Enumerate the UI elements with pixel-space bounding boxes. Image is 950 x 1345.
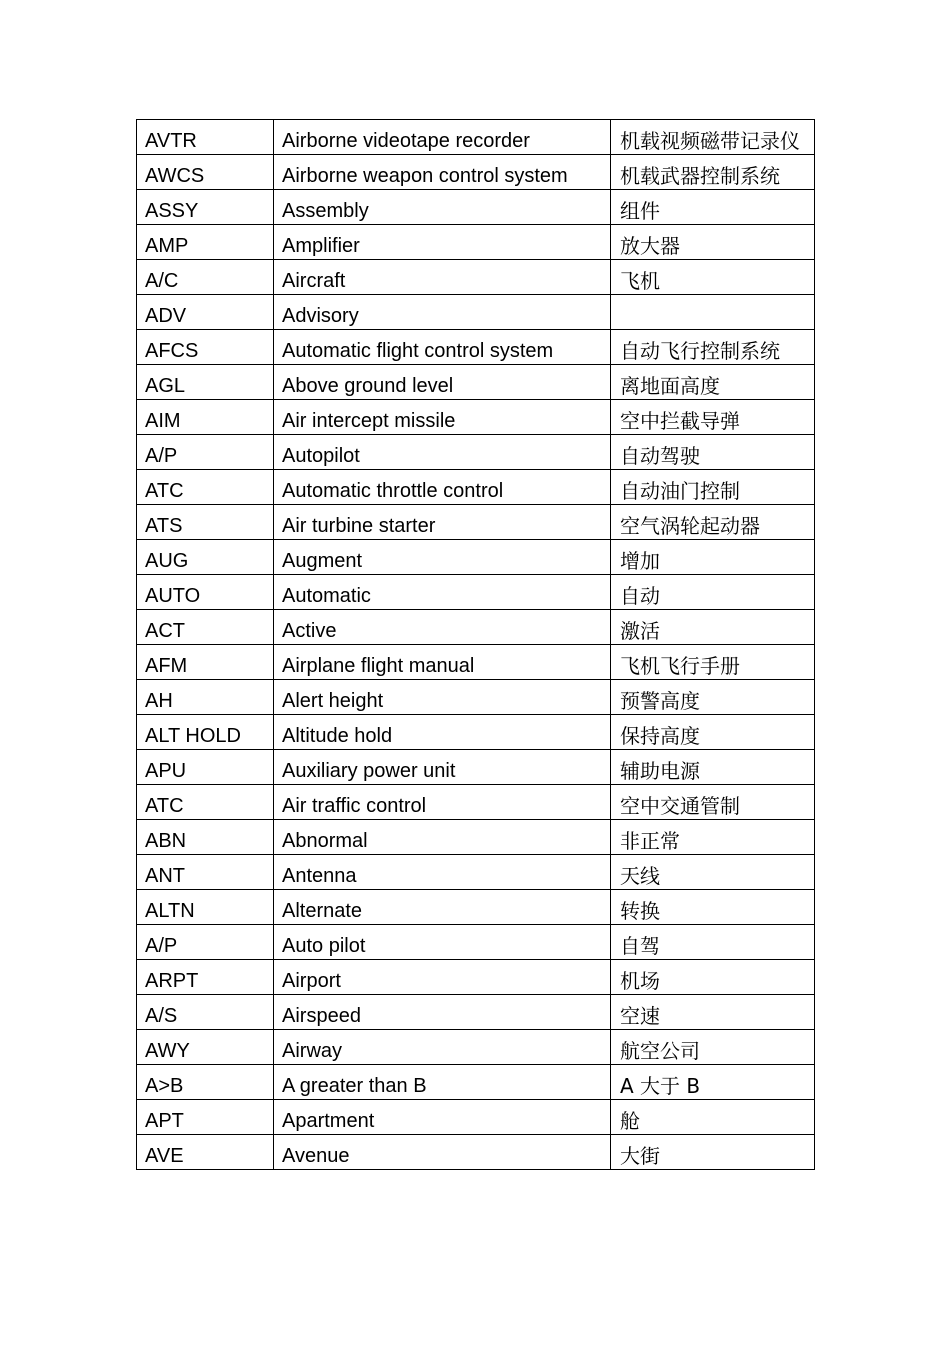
chinese-term-text: 自动驾驶	[620, 444, 700, 468]
abbreviation-cell	[137, 785, 274, 820]
chinese-term-text: 航空公司	[620, 1039, 700, 1063]
abbreviation-text: A/P	[145, 445, 178, 467]
english-term-text: Active	[282, 620, 337, 642]
english-term-cell	[274, 995, 611, 1030]
table-row	[137, 1100, 815, 1135]
table-row	[137, 365, 815, 400]
chinese-term-cell	[611, 1100, 815, 1135]
english-term-cell	[274, 225, 611, 260]
chinese-term-cell	[611, 575, 815, 610]
abbreviation-text: AVE	[145, 1145, 184, 1167]
abbreviation-text: AIM	[145, 410, 181, 432]
chinese-term-cell	[611, 260, 815, 295]
chinese-term-text: 天线	[620, 864, 660, 888]
table-row	[137, 785, 815, 820]
abbreviation-text: A/C	[145, 270, 179, 292]
chinese-term-text: 增加	[620, 549, 660, 573]
table-row	[137, 995, 815, 1030]
abbreviation-cell	[137, 645, 274, 680]
english-term-text: Antenna	[282, 865, 357, 887]
abbreviation-cell	[137, 155, 274, 190]
chinese-term-cell	[611, 995, 815, 1030]
abbreviation-text: ATC	[145, 795, 184, 817]
abbreviation-cell	[137, 820, 274, 855]
chinese-term-cell	[611, 540, 815, 575]
table-row	[137, 470, 815, 505]
abbreviation-text: ALT HOLD	[145, 725, 241, 747]
english-term-text: Airspeed	[282, 1005, 361, 1027]
english-term-cell	[274, 645, 611, 680]
english-term-text: Auxiliary power unit	[282, 760, 456, 782]
chinese-term-text: 激活	[620, 619, 660, 643]
english-term-text: Airway	[282, 1040, 343, 1062]
table-row	[137, 190, 815, 225]
chinese-term-text: 空速	[620, 1004, 660, 1028]
chinese-term-text: 非正常	[620, 829, 680, 853]
english-term-cell	[274, 435, 611, 470]
table-row	[137, 890, 815, 925]
chinese-term-cell	[611, 925, 815, 960]
english-term-cell	[274, 120, 611, 155]
english-term-text: Automatic	[282, 585, 371, 607]
english-term-cell	[274, 190, 611, 225]
chinese-term-cell	[611, 1030, 815, 1065]
abbreviation-cell	[137, 470, 274, 505]
abbreviation-cell	[137, 1135, 274, 1170]
chinese-term-text: 机载武器控制系统	[620, 164, 780, 188]
chinese-term-cell	[611, 155, 815, 190]
chinese-term-cell	[611, 400, 815, 435]
table-row	[137, 960, 815, 995]
english-term-cell	[274, 365, 611, 400]
chinese-term-text: 放大器	[620, 234, 680, 258]
abbreviation-cell	[137, 120, 274, 155]
chinese-term-text: 机场	[620, 969, 660, 993]
table-row	[137, 715, 815, 750]
abbreviation-text: ANT	[145, 865, 185, 887]
english-term-text: Assembly	[282, 200, 369, 222]
english-term-cell	[274, 610, 611, 645]
table-row	[137, 540, 815, 575]
english-term-text: Amplifier	[282, 235, 360, 257]
chinese-term-cell	[611, 715, 815, 750]
abbreviation-cell	[137, 890, 274, 925]
abbreviation-cell	[137, 925, 274, 960]
abbreviation-text: ADV	[145, 305, 187, 327]
chinese-term-text: 自动	[620, 584, 660, 608]
english-term-text: Alternate	[282, 900, 363, 922]
english-term-text: Aircraft	[282, 270, 346, 292]
chinese-term-text: 自动飞行控制系统	[620, 339, 780, 363]
abbreviation-text: ALTN	[145, 900, 195, 922]
table-row	[137, 680, 815, 715]
english-term-cell	[274, 505, 611, 540]
table-row	[137, 505, 815, 540]
english-term-cell	[274, 295, 611, 330]
english-term-text: Airborne weapon control system	[282, 165, 568, 187]
abbreviation-text: AVTR	[145, 130, 197, 152]
english-term-text: Abnormal	[282, 830, 368, 852]
english-term-cell	[274, 1030, 611, 1065]
abbreviation-cell	[137, 330, 274, 365]
chinese-term-text: 机载视频磁带记录仪	[620, 129, 800, 153]
chinese-term-cell	[611, 365, 815, 400]
english-term-text: Air turbine starter	[282, 515, 436, 537]
english-term-cell	[274, 400, 611, 435]
abbreviation-cell	[137, 435, 274, 470]
table-row	[137, 330, 815, 365]
chinese-term-text: 空中拦截导弹	[620, 409, 740, 433]
abbreviation-cell	[137, 750, 274, 785]
chinese-term-text: 舱	[620, 1109, 640, 1133]
abbreviation-cell	[137, 680, 274, 715]
chinese-term-cell	[611, 330, 815, 365]
table-row	[137, 925, 815, 960]
abbreviation-text: ATC	[145, 480, 184, 502]
abbreviation-text: AH	[145, 690, 173, 712]
chinese-term-cell	[611, 610, 815, 645]
english-term-cell	[274, 1135, 611, 1170]
chinese-term-cell	[611, 295, 815, 330]
table-row	[137, 1065, 815, 1100]
chinese-term-text: 自驾	[620, 934, 660, 958]
chinese-term-text: 组件	[620, 199, 660, 223]
abbreviation-cell	[137, 575, 274, 610]
chinese-term-text: 飞机飞行手册	[620, 654, 740, 678]
table-row	[137, 120, 815, 155]
english-term-cell	[274, 680, 611, 715]
english-term-cell	[274, 785, 611, 820]
chinese-term-text: 空中交通管制	[620, 794, 740, 818]
abbreviation-cell	[137, 260, 274, 295]
chinese-term-text: 大街	[620, 1144, 660, 1168]
table-row	[137, 400, 815, 435]
chinese-term-cell	[611, 505, 815, 540]
chinese-term-cell	[611, 960, 815, 995]
english-term-text: Autopilot	[282, 445, 360, 467]
english-term-cell	[274, 820, 611, 855]
table-row	[137, 645, 815, 680]
abbreviation-cell	[137, 610, 274, 645]
english-term-text: Avenue	[282, 1145, 350, 1167]
chinese-term-text: 空气涡轮起动器	[620, 514, 760, 538]
english-term-text: Airplane flight manual	[282, 655, 475, 677]
abbreviation-text: ABN	[145, 830, 187, 852]
english-term-cell	[274, 890, 611, 925]
english-term-text: Automatic throttle control	[282, 480, 504, 502]
english-term-cell	[274, 330, 611, 365]
abbreviation-cell	[137, 400, 274, 435]
english-term-text: Air intercept missile	[282, 410, 456, 432]
abbreviation-cell	[137, 505, 274, 540]
abbreviation-cell	[137, 540, 274, 575]
english-term-cell	[274, 1100, 611, 1135]
chinese-term-text: 转换	[620, 899, 660, 923]
english-term-cell	[274, 575, 611, 610]
english-term-text: Automatic flight control system	[282, 340, 554, 362]
chinese-term-text: 自动油门控制	[620, 479, 740, 503]
chinese-term-cell	[611, 785, 815, 820]
chinese-term-cell	[611, 890, 815, 925]
abbreviation-text: ATS	[145, 515, 183, 537]
english-term-text: A greater than B	[282, 1075, 427, 1097]
table-row	[137, 610, 815, 645]
english-term-text: Airport	[282, 970, 341, 992]
english-term-text: Apartment	[282, 1110, 375, 1132]
chinese-term-cell	[611, 225, 815, 260]
table-row	[137, 1135, 815, 1170]
english-term-cell	[274, 925, 611, 960]
english-term-text: Airborne videotape recorder	[282, 130, 530, 152]
english-term-text: Above ground level	[282, 375, 454, 397]
abbreviation-cell	[137, 1030, 274, 1065]
abbreviation-text: AWY	[145, 1040, 190, 1062]
chinese-term-text: 辅助电源	[620, 759, 700, 783]
english-term-cell	[274, 960, 611, 995]
abbreviation-text: APU	[145, 760, 187, 782]
abbreviation-cell	[137, 365, 274, 400]
chinese-term-cell	[611, 855, 815, 890]
chinese-term-text: 离地面高度	[620, 374, 720, 398]
chinese-term-cell	[611, 120, 815, 155]
abbreviation-cell	[137, 190, 274, 225]
abbreviation-cell	[137, 225, 274, 260]
abbreviation-cell	[137, 715, 274, 750]
abbreviation-table-body	[137, 120, 815, 1170]
abbreviation-text: AFM	[145, 655, 188, 677]
abbreviation-text: APT	[145, 1110, 184, 1132]
english-term-cell	[274, 855, 611, 890]
chinese-term-cell	[611, 820, 815, 855]
chinese-term-cell	[611, 645, 815, 680]
abbreviation-text: AUG	[145, 550, 189, 572]
abbreviation-text: AMP	[145, 235, 189, 257]
table-row	[137, 260, 815, 295]
chinese-term-text: 保持高度	[620, 724, 700, 748]
abbreviation-text: AUTO	[145, 585, 201, 607]
english-term-cell	[274, 750, 611, 785]
english-term-text: Auto pilot	[282, 935, 366, 957]
abbreviation-text: A>B	[145, 1075, 184, 1097]
table-row	[137, 575, 815, 610]
table-row	[137, 295, 815, 330]
chinese-term-cell	[611, 1135, 815, 1170]
english-term-text: Advisory	[282, 305, 359, 327]
abbreviation-text: ARPT	[145, 970, 199, 992]
chinese-term-cell	[611, 435, 815, 470]
chinese-term-cell	[611, 190, 815, 225]
abbreviation-cell	[137, 1100, 274, 1135]
table-row	[137, 435, 815, 470]
chinese-term-cell	[611, 750, 815, 785]
chinese-term-cell	[611, 470, 815, 505]
chinese-term-text: A 大于 B	[620, 1074, 701, 1098]
table-row	[137, 1030, 815, 1065]
abbreviation-cell	[137, 295, 274, 330]
abbreviation-text: AGL	[145, 375, 186, 397]
abbreviation-text: A/P	[145, 935, 178, 957]
english-term-cell	[274, 1065, 611, 1100]
english-term-cell	[274, 540, 611, 575]
table-row	[137, 750, 815, 785]
chinese-term-text: 预警高度	[620, 689, 700, 713]
table-row	[137, 225, 815, 260]
english-term-text: Altitude hold	[282, 725, 393, 747]
abbreviation-text: AFCS	[145, 340, 199, 362]
english-term-cell	[274, 470, 611, 505]
chinese-term-text: 飞机	[620, 269, 660, 293]
english-term-cell	[274, 155, 611, 190]
english-term-text: Augment	[282, 550, 363, 572]
abbreviation-text: AWCS	[145, 165, 205, 187]
abbreviation-text: ASSY	[145, 200, 199, 222]
english-term-text: Alert height	[282, 690, 384, 712]
table-row	[137, 820, 815, 855]
abbreviation-cell	[137, 855, 274, 890]
table-row	[137, 855, 815, 890]
english-term-cell	[274, 715, 611, 750]
abbreviation-cell	[137, 1065, 274, 1100]
abbreviation-text: A/S	[145, 1005, 178, 1027]
table-row	[137, 155, 815, 190]
english-term-text: Air traffic control	[282, 795, 427, 817]
abbreviation-text: ACT	[145, 620, 185, 642]
chinese-term-cell	[611, 1065, 815, 1100]
english-term-cell	[274, 260, 611, 295]
chinese-term-cell	[611, 680, 815, 715]
abbreviation-cell	[137, 995, 274, 1030]
abbreviation-table	[136, 119, 815, 1170]
abbreviation-cell	[137, 960, 274, 995]
